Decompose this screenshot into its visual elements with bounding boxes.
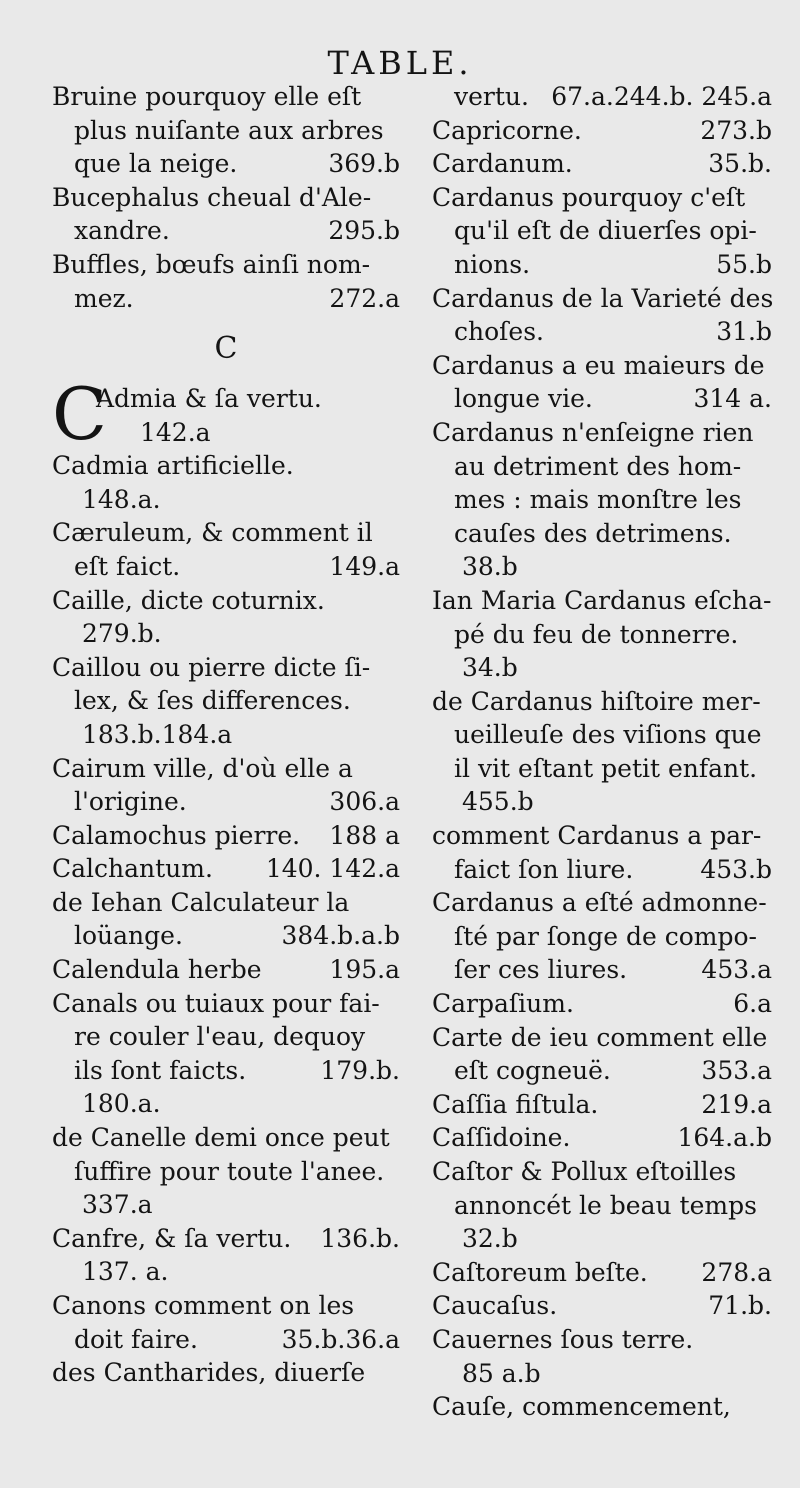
index-entry	[432, 886, 772, 987]
index-entry	[52, 886, 400, 953]
page-reference: 306.a	[329, 787, 400, 817]
index-entry	[52, 1222, 400, 1289]
page-reference: 6.a	[733, 989, 772, 1019]
entry-line: Cardanus de la Varieté des	[432, 283, 774, 313]
index-entry	[52, 372, 400, 457]
index-entry	[432, 584, 772, 685]
page-reference: 183.b.184.a	[82, 719, 233, 749]
page-reference: 148.a.	[82, 484, 161, 514]
page-reference: 188 a	[329, 820, 400, 850]
page-reference: 219.a	[701, 1089, 772, 1119]
entry-line	[52, 919, 400, 953]
entry-line	[432, 382, 772, 416]
index-entry	[52, 852, 400, 886]
entry-text: Capricorne.	[432, 115, 582, 145]
entry-text: l'origine.	[74, 787, 187, 817]
entry-line: Cadmia artificielle.	[52, 451, 294, 481]
entry-line: mes : mais monſtre les	[454, 485, 742, 515]
entry-line: Bruine pourquoy elle eſt	[52, 82, 362, 111]
page-reference: 279.b.	[82, 619, 162, 649]
page-reference: 195.a	[329, 955, 400, 985]
page-reference: 164.a.b	[677, 1123, 772, 1153]
entry-line: de Canelle demi once peut	[52, 1123, 390, 1153]
page-reference: 149.a	[329, 551, 400, 581]
index-entry	[52, 584, 400, 651]
entry-line: qu'il eſt de diuerſes opi-	[454, 216, 757, 246]
index-entry	[52, 1356, 400, 1390]
page-reference: 278.a	[701, 1257, 772, 1287]
entry-line: Canals ou tuiaux pour fai-	[52, 988, 380, 1018]
entry-line	[432, 953, 772, 987]
entry-line	[432, 1054, 772, 1088]
entry-line: Caſtor & Pollux eſtoilles	[432, 1157, 737, 1186]
page-reference: 353.a	[701, 1056, 772, 1086]
page-reference: 31.b	[716, 317, 772, 347]
entry-text: ils ſont faicts.	[74, 1055, 247, 1085]
page-reference: 67.a.244.b. 245.a	[551, 82, 772, 111]
index-entry	[432, 685, 772, 819]
entry-text: eſt faict.	[74, 551, 181, 581]
entry-text: Calchantum.	[52, 854, 213, 884]
entry-line: Cairum ville, d'où elle a	[52, 753, 353, 783]
page-reference: 272.a	[329, 283, 400, 313]
section-letter: C	[214, 331, 238, 367]
entry-line: Cardanus a eſté admonne-	[432, 888, 767, 918]
entry-line	[52, 282, 400, 316]
entry-line	[52, 550, 400, 584]
entry-line: Cæruleum, & comment il	[52, 518, 373, 548]
index-entry	[52, 1121, 400, 1222]
page-reference: 384.b.a.b	[281, 921, 400, 951]
page-reference: 35.b.36.a	[281, 1324, 400, 1354]
entry-line: Caille, dicte coturnix.	[52, 585, 325, 615]
index-column-left	[52, 80, 400, 1390]
index-entry	[432, 147, 772, 181]
drop-cap: C	[52, 372, 108, 457]
entry-line	[432, 987, 772, 1021]
page-reference: 455.b	[462, 787, 534, 817]
entry-line	[52, 1054, 400, 1088]
page-reference: 140. 142.a	[265, 854, 400, 884]
entry-line	[52, 147, 400, 181]
entry-line: lex, & ſes differences.	[74, 686, 351, 716]
page-reference: 179.b.	[320, 1055, 400, 1085]
entry-line: de Cardanus hiſtoire mer-	[432, 686, 761, 716]
entry-line	[52, 1222, 400, 1256]
entry-text: xandre.	[74, 216, 170, 246]
entry-line	[432, 147, 772, 181]
entry-line	[52, 953, 400, 987]
page-title: TABLE.	[327, 44, 473, 82]
page-reference: 295.b	[328, 216, 400, 246]
entry-line	[52, 1323, 400, 1357]
entry-line: Cardanus pourquoy c'eſt	[432, 182, 746, 212]
entry-text: nions.	[454, 249, 531, 279]
page-reference: 314 a.	[693, 384, 772, 414]
entry-text: que la neige.	[74, 149, 238, 179]
entry-text: Carpaſium.	[432, 989, 574, 1019]
entry-text: ſer ces liures.	[454, 955, 628, 985]
entry-text: longue vie.	[454, 384, 593, 414]
index-entry	[52, 819, 400, 853]
entry-line: Carte de ieu comment elle	[432, 1022, 768, 1052]
entry-line: de Iehan Calculateur la	[52, 887, 350, 917]
index-entry	[432, 1155, 772, 1256]
entry-line: Cauernes ſous terre.	[432, 1324, 694, 1354]
entry-text: faict ſon liure.	[454, 854, 634, 884]
entry-line: cauſes des detrimens.	[454, 518, 732, 548]
page-reference: 337.a	[82, 1190, 153, 1220]
entry-text: Canfre, & ſa vertu.	[52, 1223, 292, 1253]
page-reference: 55.b	[716, 249, 772, 279]
page-reference: 35.b.	[708, 149, 772, 179]
entry-line: Cardanus a eu maieurs de	[432, 350, 765, 380]
entry-line: des Cantharides, diuerſe	[52, 1358, 366, 1388]
entry-line	[432, 114, 772, 148]
entry-line	[432, 1256, 772, 1290]
page-reference: 180.a.	[82, 1089, 161, 1119]
index-entry	[432, 1289, 772, 1323]
entry-line	[52, 819, 400, 853]
index-entry	[52, 516, 400, 583]
index-column-right	[432, 80, 772, 1424]
entry-line: ueilleuſe des viſions que	[454, 720, 762, 750]
entry-line: comment Cardanus a par-	[432, 821, 762, 851]
index-entry	[432, 181, 772, 282]
index-entry	[52, 651, 400, 752]
entry-line	[432, 248, 772, 282]
index-entry	[432, 1021, 772, 1088]
entry-text: Calamochus pierre.	[52, 820, 301, 850]
page-reference: 137. a.	[82, 1257, 169, 1287]
entry-line	[432, 1289, 772, 1323]
entry-line	[432, 315, 772, 349]
page-reference: 32.b	[462, 1224, 518, 1254]
index-entry	[52, 987, 400, 1121]
index-entry	[52, 80, 400, 181]
entry-line: Canons comment on les	[52, 1291, 355, 1320]
index-entry	[52, 248, 400, 315]
entry-line: Bucephalus cheual d'Ale-	[52, 182, 372, 212]
entry-line	[52, 214, 400, 248]
entry-text: Cardanum.	[432, 149, 573, 179]
entry-line	[52, 852, 400, 886]
entry-text: vertu.	[454, 82, 529, 111]
entry-line: il vit eſtant petit enfant.	[454, 753, 758, 783]
entry-text: mez.	[74, 283, 134, 313]
entry-line: ſté par ſonge de compo-	[454, 921, 758, 951]
entry-line: plus nuiſante aux arbres	[74, 115, 384, 145]
entry-text: Caſſidoine.	[432, 1123, 571, 1153]
index-entry	[432, 349, 772, 416]
index-entry	[52, 449, 400, 516]
entry-line: Cardanus n'enſeigne rien	[432, 417, 754, 447]
page-reference: 85 a.b	[462, 1358, 541, 1388]
entry-line: re couler l'eau, dequoy	[74, 1022, 366, 1052]
page-reference: 369.b	[328, 149, 400, 179]
entry-text: eſt cogneuë.	[454, 1056, 611, 1086]
index-entry	[52, 752, 400, 819]
page-reference: 453.b	[700, 854, 772, 884]
entry-text: choſes.	[454, 317, 544, 347]
entry-line	[432, 1088, 772, 1122]
entry-line: Ian Maria Cardanus eſcha-	[432, 585, 772, 615]
entry-line	[52, 785, 400, 819]
index-entry	[432, 416, 772, 584]
index-entry	[432, 1323, 772, 1390]
index-entry	[432, 1256, 772, 1290]
index-entry	[432, 1121, 772, 1155]
entry-text: Caſtoreum beſte.	[432, 1257, 648, 1287]
index-entry	[432, 114, 772, 148]
entry-line: Admia & ſa vertu.	[96, 384, 322, 414]
page-reference: 34.b	[462, 653, 518, 683]
entry-line: Buffles, bœufs ainſi nom-	[52, 249, 371, 279]
entry-line: Cauſe, commencement,	[432, 1392, 731, 1422]
entry-text: loüange.	[74, 921, 183, 951]
entry-text: doit faire.	[74, 1324, 198, 1354]
entry-line: Caillou ou pierre dicte ſi-	[52, 652, 371, 682]
entry-line: au detriment des hom-	[454, 451, 742, 481]
index-entry	[432, 282, 772, 349]
page-reference: 453.a	[701, 955, 772, 985]
entry-line	[432, 1121, 772, 1155]
index-entry	[432, 987, 772, 1021]
entry-text: Caucaſus.	[432, 1291, 558, 1321]
entry-text: Caſſia fiſtula.	[432, 1089, 599, 1119]
entry-text: Calendula herbe	[52, 955, 262, 985]
index-entry	[432, 1088, 772, 1122]
entry-line	[432, 80, 772, 114]
index-entry	[52, 181, 400, 248]
index-entry	[432, 819, 772, 886]
entry-line	[432, 853, 772, 887]
index-entry	[52, 953, 400, 987]
entry-line: ſuffire pour toute l'anee.	[74, 1156, 385, 1186]
index-entry	[52, 1289, 400, 1356]
page-reference: 273.b	[700, 115, 772, 145]
page-reference: 142.a	[140, 417, 211, 447]
page-reference: 136.b.	[320, 1223, 400, 1253]
entry-line: annoncét le beau temps	[454, 1190, 757, 1220]
page-reference: 38.b	[462, 552, 518, 582]
index-entry	[432, 80, 772, 114]
entry-line: pé du feu de tonnerre.	[454, 619, 739, 649]
page-reference: 71.b.	[708, 1291, 772, 1321]
index-entry	[432, 1390, 772, 1424]
